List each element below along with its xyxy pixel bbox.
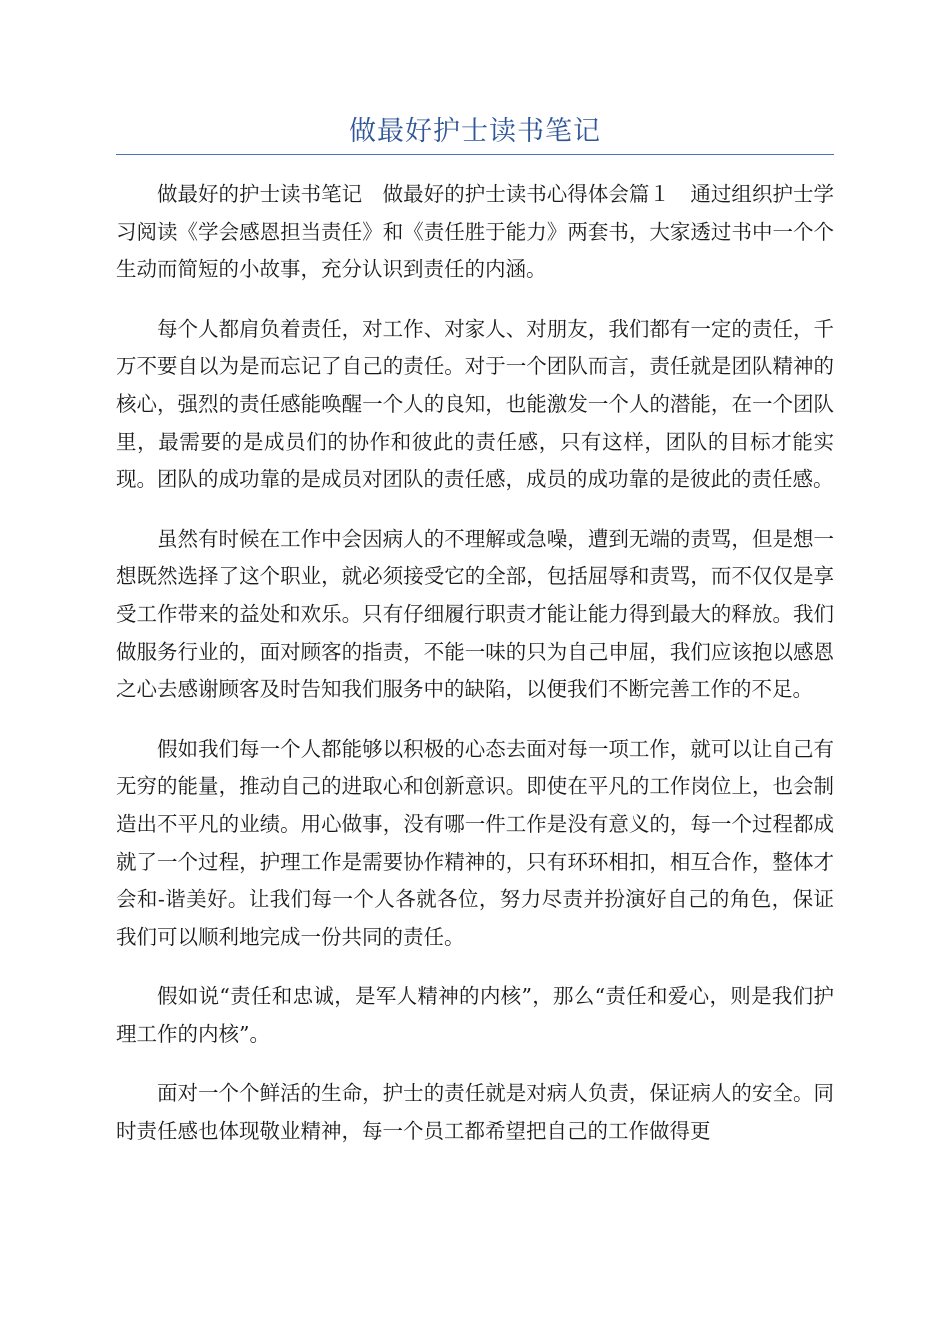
paragraph: 面对一个个鲜活的生命，护士的责任就是对病人负责，保证病人的安全。同时责任感也体现敬业精神，每一个员工都希望把自己的工作做得更: [116, 1081, 834, 1144]
paragraph: 假如我们每一个人都能够以积极的心态去面对每一项工作，就可以让自己有无穷的能量，推动自己的进取心和创新意识。即使在平凡的工作岗位上，也会制造出不平凡的业绩。用心做事，没有哪一件工作是没有意义的，每一个过程都成就了一个过程，护理工作是需要协作精神的，只有环环相扣，相互合作，整体才会和-谐美好。让我们每一个人各就各位，努力尽责并扮演好自己的角色，保证我们可以顺利地完成一份共同的责任。: [116, 736, 834, 949]
paragraph: 每个人都肩负着责任，对工作、对家人、对朋友，我们都有一定的责任，千万不要自以为是而忘记了自己的责任。对于一个团队而言，责任就是团队精神的核心，强烈的责任感能唤醒一个人的良知，也能激发一个人的潜能，在一个团队里，最需要的是成员们的协作和彼此的责任感，只有这样，团队的目标才能实现。团队的成功靠的是成员对团队的责任感，成员的成功靠的是彼此的责任感。: [116, 316, 834, 492]
paragraph: 假如说“责任和忠诚，是军人精神的内核”，那么“责任和爱心，则是我们护理工作的内核”。: [116, 984, 834, 1046]
document-title: 做最好护士读书笔记: [116, 112, 834, 155]
document-body: [116, 176, 834, 1151]
paragraph: 做最好的护士读书笔记 做最好的护士读书心得体会篇１ 通过组织护士学习阅读《学会感恩担当责任》和《责任胜于能力》两套书，大家透过书中一个个生动而简短的小故事，充分认识到责任的内涵。: [116, 182, 834, 282]
paragraph: 虽然有时候在工作中会因病人的不理解或急噪，遭到无端的责骂，但是想一想既然选择了这个职业，就必须接受它的全部，包括屈辱和责骂，而不仅仅是享受工作带来的益处和欢乐。只有仔细履行职责才能让能力得到最大的释放。我们做服务行业的，面对顾客的指责，不能一味的只为自己申屈，我们应该抱以感恩之心去感谢顾客及时告知我们服务中的缺陷，以便我们不断完善工作的不足。: [116, 526, 834, 702]
document-page: [116, 112, 834, 1173]
